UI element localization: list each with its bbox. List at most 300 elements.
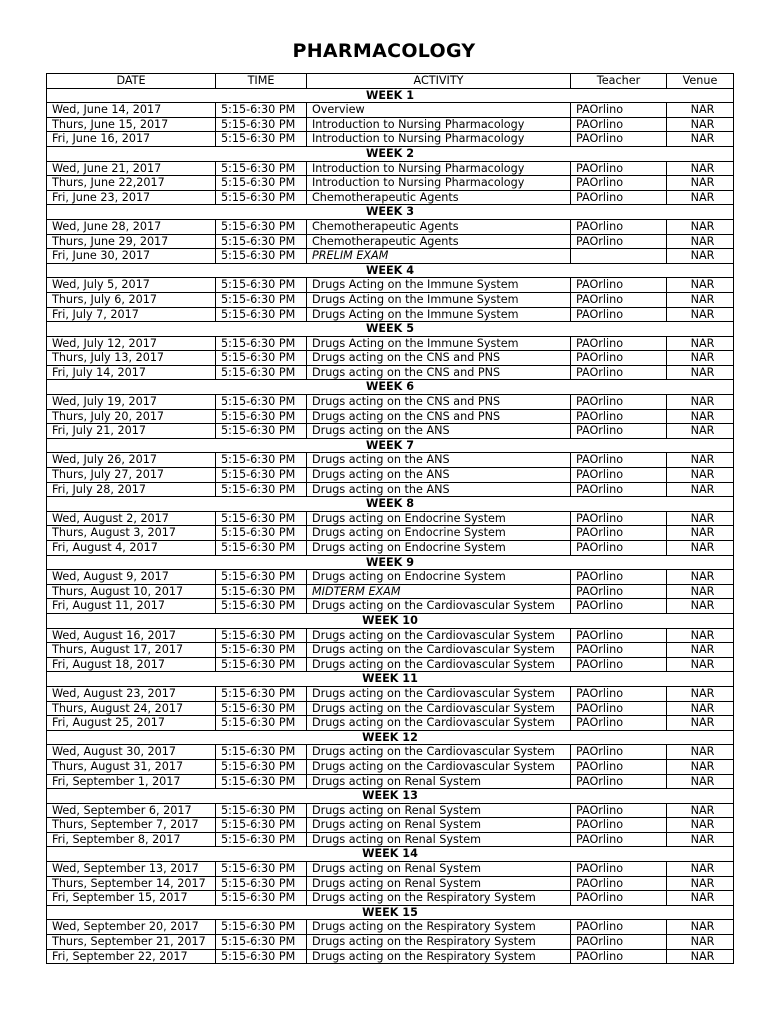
venue-cell: NAR (667, 759, 734, 774)
time-cell: 5:15-6:30 PM (216, 176, 307, 191)
table-row (47, 891, 734, 906)
activity-cell: Drugs acting on Endocrine System (307, 511, 571, 526)
table-row (47, 292, 734, 307)
date-cell: Fri, September 15, 2017 (47, 891, 216, 906)
activity-cell: Drugs acting on the Cardiovascular System (307, 628, 571, 643)
col-header-teacher: Teacher (571, 74, 667, 89)
table-row (47, 657, 734, 672)
date-cell: Wed, August 16, 2017 (47, 628, 216, 643)
venue-cell: NAR (667, 219, 734, 234)
table-row (47, 103, 734, 118)
week-header-row (47, 322, 734, 337)
col-header-venue: Venue (667, 74, 734, 89)
venue-cell: NAR (667, 745, 734, 760)
activity-cell: Drugs acting on Endocrine System (307, 541, 571, 556)
date-cell: Wed, August 23, 2017 (47, 686, 216, 701)
activity-cell: Drugs acting on Endocrine System (307, 570, 571, 585)
activity-cell: Drugs acting on Renal System (307, 876, 571, 891)
week-header-row (47, 88, 734, 103)
date-cell: Wed, June 28, 2017 (47, 219, 216, 234)
teacher-cell: PAOrlino (571, 745, 667, 760)
date-cell: Fri, August 4, 2017 (47, 541, 216, 556)
table-row (47, 628, 734, 643)
activity-cell: Drugs acting on the Cardiovascular System (307, 657, 571, 672)
venue-cell: NAR (667, 862, 734, 877)
time-cell: 5:15-6:30 PM (216, 599, 307, 614)
time-cell: 5:15-6:30 PM (216, 818, 307, 833)
teacher-cell: PAOrlino (571, 920, 667, 935)
week-header-row (47, 438, 734, 453)
date-cell: Wed, June 21, 2017 (47, 161, 216, 176)
teacher-cell: PAOrlino (571, 103, 667, 118)
table-row (47, 643, 734, 658)
venue-cell: NAR (667, 453, 734, 468)
date-cell: Thurs, August 3, 2017 (47, 526, 216, 541)
activity-cell: Drugs acting on the CNS and PNS (307, 409, 571, 424)
teacher-cell: PAOrlino (571, 190, 667, 205)
teacher-cell: PAOrlino (571, 132, 667, 147)
teacher-cell: PAOrlino (571, 862, 667, 877)
activity-cell: Drugs acting on the Respiratory System (307, 935, 571, 950)
date-cell: Wed, August 2, 2017 (47, 511, 216, 526)
week-label: WEEK 5 (47, 322, 734, 337)
time-cell: 5:15-6:30 PM (216, 876, 307, 891)
table-row (47, 278, 734, 293)
schedule-body (47, 88, 734, 964)
activity-cell: Drugs acting on the ANS (307, 453, 571, 468)
time-cell: 5:15-6:30 PM (216, 424, 307, 439)
activity-cell: MIDTERM EXAM (307, 584, 571, 599)
time-cell: 5:15-6:30 PM (216, 482, 307, 497)
week-label: WEEK 1 (47, 88, 734, 103)
venue-cell: NAR (667, 657, 734, 672)
date-cell: Wed, September 20, 2017 (47, 920, 216, 935)
table-row (47, 599, 734, 614)
date-cell: Thurs, September 7, 2017 (47, 818, 216, 833)
venue-cell: NAR (667, 876, 734, 891)
date-cell: Thurs, August 31, 2017 (47, 759, 216, 774)
date-cell: Fri, June 30, 2017 (47, 249, 216, 264)
venue-cell: NAR (667, 891, 734, 906)
time-cell: 5:15-6:30 PM (216, 920, 307, 935)
activity-cell: Drugs acting on the CNS and PNS (307, 395, 571, 410)
col-header-date: DATE (47, 74, 216, 89)
time-cell: 5:15-6:30 PM (216, 219, 307, 234)
time-cell: 5:15-6:30 PM (216, 526, 307, 541)
teacher-cell: PAOrlino (571, 584, 667, 599)
time-cell: 5:15-6:30 PM (216, 351, 307, 366)
venue-cell: NAR (667, 409, 734, 424)
time-cell: 5:15-6:30 PM (216, 541, 307, 556)
venue-cell: NAR (667, 511, 734, 526)
table-row (47, 424, 734, 439)
week-header-row (47, 497, 734, 512)
teacher-cell: PAOrlino (571, 292, 667, 307)
date-cell: Fri, July 14, 2017 (47, 365, 216, 380)
venue-cell: NAR (667, 132, 734, 147)
venue-cell: NAR (667, 701, 734, 716)
teacher-cell: PAOrlino (571, 409, 667, 424)
date-cell: Thurs, June 15, 2017 (47, 117, 216, 132)
teacher-cell: PAOrlino (571, 278, 667, 293)
activity-cell: Drugs acting on the Cardiovascular System (307, 716, 571, 731)
time-cell: 5:15-6:30 PM (216, 511, 307, 526)
table-row (47, 365, 734, 380)
table-row (47, 132, 734, 147)
week-label: WEEK 15 (47, 905, 734, 920)
date-cell: Thurs, July 20, 2017 (47, 409, 216, 424)
week-header-row (47, 730, 734, 745)
week-header-row (47, 789, 734, 804)
table-row (47, 468, 734, 483)
table-row (47, 482, 734, 497)
venue-cell: NAR (667, 570, 734, 585)
date-cell: Fri, August 18, 2017 (47, 657, 216, 672)
activity-cell: Drugs acting on the ANS (307, 482, 571, 497)
venue-cell: NAR (667, 351, 734, 366)
activity-cell: Drugs acting on the Respiratory System (307, 891, 571, 906)
time-cell: 5:15-6:30 PM (216, 117, 307, 132)
venue-cell: NAR (667, 643, 734, 658)
time-cell: 5:15-6:30 PM (216, 190, 307, 205)
time-cell: 5:15-6:30 PM (216, 643, 307, 658)
time-cell: 5:15-6:30 PM (216, 395, 307, 410)
table-row (47, 453, 734, 468)
activity-cell: Overview (307, 103, 571, 118)
activity-cell: Drugs Acting on the Immune System (307, 278, 571, 293)
activity-cell: Chemotherapeutic Agents (307, 234, 571, 249)
table-row (47, 935, 734, 950)
date-cell: Thurs, June 29, 2017 (47, 234, 216, 249)
teacher-cell: PAOrlino (571, 891, 667, 906)
time-cell: 5:15-6:30 PM (216, 336, 307, 351)
time-cell: 5:15-6:30 PM (216, 759, 307, 774)
table-header (47, 74, 734, 89)
teacher-cell: PAOrlino (571, 526, 667, 541)
teacher-cell: PAOrlino (571, 511, 667, 526)
date-cell: Fri, September 1, 2017 (47, 774, 216, 789)
time-cell: 5:15-6:30 PM (216, 774, 307, 789)
venue-cell: NAR (667, 716, 734, 731)
activity-cell: Drugs acting on the Cardiovascular System (307, 745, 571, 760)
teacher-cell: PAOrlino (571, 628, 667, 643)
table-row (47, 307, 734, 322)
time-cell: 5:15-6:30 PM (216, 584, 307, 599)
week-header-row (47, 205, 734, 220)
date-cell: Wed, August 30, 2017 (47, 745, 216, 760)
week-label: WEEK 11 (47, 672, 734, 687)
venue-cell: NAR (667, 949, 734, 964)
activity-cell: Drugs acting on the ANS (307, 468, 571, 483)
table-row (47, 862, 734, 877)
table-row (47, 920, 734, 935)
venue-cell: NAR (667, 628, 734, 643)
venue-cell: NAR (667, 161, 734, 176)
time-cell: 5:15-6:30 PM (216, 657, 307, 672)
teacher-cell: PAOrlino (571, 774, 667, 789)
time-cell: 5:15-6:30 PM (216, 701, 307, 716)
date-cell: Fri, August 11, 2017 (47, 599, 216, 614)
activity-cell: PRELIM EXAM (307, 249, 571, 264)
teacher-cell: PAOrlino (571, 307, 667, 322)
activity-cell: Drugs acting on the Cardiovascular System (307, 759, 571, 774)
venue-cell: NAR (667, 803, 734, 818)
venue-cell: NAR (667, 292, 734, 307)
teacher-cell: PAOrlino (571, 117, 667, 132)
venue-cell: NAR (667, 190, 734, 205)
table-row (47, 686, 734, 701)
teacher-cell: PAOrlino (571, 365, 667, 380)
week-label: WEEK 14 (47, 847, 734, 862)
time-cell: 5:15-6:30 PM (216, 132, 307, 147)
teacher-cell: PAOrlino (571, 424, 667, 439)
time-cell: 5:15-6:30 PM (216, 307, 307, 322)
venue-cell: NAR (667, 599, 734, 614)
activity-cell: Drugs acting on the Respiratory System (307, 949, 571, 964)
activity-cell: Drugs Acting on the Immune System (307, 292, 571, 307)
week-header-row (47, 672, 734, 687)
venue-cell: NAR (667, 424, 734, 439)
week-header-row (47, 847, 734, 862)
activity-cell: Drugs acting on the Respiratory System (307, 920, 571, 935)
table-row (47, 701, 734, 716)
time-cell: 5:15-6:30 PM (216, 365, 307, 380)
table-row (47, 511, 734, 526)
date-cell: Fri, June 16, 2017 (47, 132, 216, 147)
teacher-cell: PAOrlino (571, 686, 667, 701)
table-row (47, 716, 734, 731)
teacher-cell: PAOrlino (571, 468, 667, 483)
venue-cell: NAR (667, 278, 734, 293)
date-cell: Thurs, August 17, 2017 (47, 643, 216, 658)
week-header-row (47, 263, 734, 278)
teacher-cell: PAOrlino (571, 935, 667, 950)
date-cell: Fri, September 8, 2017 (47, 832, 216, 847)
week-header-row (47, 380, 734, 395)
date-cell: Thurs, July 6, 2017 (47, 292, 216, 307)
week-header-row (47, 613, 734, 628)
teacher-cell: PAOrlino (571, 759, 667, 774)
table-row (47, 584, 734, 599)
week-label: WEEK 12 (47, 730, 734, 745)
date-cell: Wed, September 13, 2017 (47, 862, 216, 877)
schedule-table (46, 73, 734, 964)
teacher-cell: PAOrlino (571, 570, 667, 585)
teacher-cell: PAOrlino (571, 949, 667, 964)
teacher-cell: PAOrlino (571, 876, 667, 891)
date-cell: Fri, September 22, 2017 (47, 949, 216, 964)
table-row (47, 161, 734, 176)
date-cell: Wed, July 5, 2017 (47, 278, 216, 293)
col-header-activity: ACTIVITY (307, 74, 571, 89)
venue-cell: NAR (667, 774, 734, 789)
time-cell: 5:15-6:30 PM (216, 716, 307, 731)
teacher-cell (571, 249, 667, 264)
venue-cell: NAR (667, 584, 734, 599)
activity-cell: Chemotherapeutic Agents (307, 190, 571, 205)
venue-cell: NAR (667, 935, 734, 950)
venue-cell: NAR (667, 920, 734, 935)
week-label: WEEK 9 (47, 555, 734, 570)
table-row (47, 351, 734, 366)
activity-cell: Drugs acting on the CNS and PNS (307, 351, 571, 366)
activity-cell: Drugs acting on the Cardiovascular System (307, 686, 571, 701)
date-cell: Fri, August 25, 2017 (47, 716, 216, 731)
table-row (47, 249, 734, 264)
teacher-cell: PAOrlino (571, 701, 667, 716)
teacher-cell: PAOrlino (571, 176, 667, 191)
teacher-cell: PAOrlino (571, 395, 667, 410)
date-cell: Thurs, September 14, 2017 (47, 876, 216, 891)
venue-cell: NAR (667, 234, 734, 249)
date-cell: Wed, September 6, 2017 (47, 803, 216, 818)
table-row (47, 759, 734, 774)
teacher-cell: PAOrlino (571, 161, 667, 176)
date-cell: Fri, July 7, 2017 (47, 307, 216, 322)
week-header-row (47, 555, 734, 570)
activity-cell: Drugs acting on Renal System (307, 818, 571, 833)
week-label: WEEK 13 (47, 789, 734, 804)
venue-cell: NAR (667, 336, 734, 351)
header-row (47, 74, 734, 89)
table-row (47, 190, 734, 205)
week-label: WEEK 10 (47, 613, 734, 628)
time-cell: 5:15-6:30 PM (216, 949, 307, 964)
week-label: WEEK 2 (47, 146, 734, 161)
date-cell: Thurs, July 27, 2017 (47, 468, 216, 483)
time-cell: 5:15-6:30 PM (216, 628, 307, 643)
venue-cell: NAR (667, 818, 734, 833)
date-cell: Thurs, July 13, 2017 (47, 351, 216, 366)
teacher-cell: PAOrlino (571, 643, 667, 658)
week-header-row (47, 146, 734, 161)
activity-cell: Drugs acting on Endocrine System (307, 526, 571, 541)
table-row (47, 832, 734, 847)
table-row (47, 745, 734, 760)
teacher-cell: PAOrlino (571, 599, 667, 614)
week-label: WEEK 4 (47, 263, 734, 278)
page-title: PHARMACOLOGY (292, 40, 476, 62)
activity-cell: Chemotherapeutic Agents (307, 219, 571, 234)
venue-cell: NAR (667, 468, 734, 483)
activity-cell: Drugs acting on the CNS and PNS (307, 365, 571, 380)
venue-cell: NAR (667, 249, 734, 264)
teacher-cell: PAOrlino (571, 351, 667, 366)
week-label: WEEK 7 (47, 438, 734, 453)
time-cell: 5:15-6:30 PM (216, 409, 307, 424)
venue-cell: NAR (667, 526, 734, 541)
week-label: WEEK 3 (47, 205, 734, 220)
venue-cell: NAR (667, 482, 734, 497)
table-row (47, 570, 734, 585)
teacher-cell: PAOrlino (571, 336, 667, 351)
teacher-cell: PAOrlino (571, 803, 667, 818)
teacher-cell: PAOrlino (571, 818, 667, 833)
time-cell: 5:15-6:30 PM (216, 292, 307, 307)
time-cell: 5:15-6:30 PM (216, 103, 307, 118)
date-cell: Wed, July 26, 2017 (47, 453, 216, 468)
activity-cell: Introduction to Nursing Pharmacology (307, 117, 571, 132)
week-label: WEEK 8 (47, 497, 734, 512)
table-row (47, 526, 734, 541)
activity-cell: Introduction to Nursing Pharmacology (307, 132, 571, 147)
activity-cell: Introduction to Nursing Pharmacology (307, 161, 571, 176)
teacher-cell: PAOrlino (571, 716, 667, 731)
date-cell: Thurs, August 10, 2017 (47, 584, 216, 599)
table-row (47, 774, 734, 789)
week-header-row (47, 905, 734, 920)
table-row (47, 818, 734, 833)
activity-cell: Drugs acting on Renal System (307, 803, 571, 818)
activity-cell: Introduction to Nursing Pharmacology (307, 176, 571, 191)
activity-cell: Drugs Acting on the Immune System (307, 336, 571, 351)
time-cell: 5:15-6:30 PM (216, 161, 307, 176)
table-row (47, 541, 734, 556)
time-cell: 5:15-6:30 PM (216, 832, 307, 847)
teacher-cell: PAOrlino (571, 219, 667, 234)
table-row (47, 395, 734, 410)
date-cell: Wed, June 14, 2017 (47, 103, 216, 118)
activity-cell: Drugs acting on the Cardiovascular System (307, 701, 571, 716)
table-row (47, 176, 734, 191)
table-row (47, 803, 734, 818)
date-cell: Thurs, September 21, 2017 (47, 935, 216, 950)
venue-cell: NAR (667, 541, 734, 556)
col-header-time: TIME (216, 74, 307, 89)
teacher-cell: PAOrlino (571, 541, 667, 556)
table-row (47, 876, 734, 891)
table-row (47, 219, 734, 234)
time-cell: 5:15-6:30 PM (216, 453, 307, 468)
teacher-cell: PAOrlino (571, 234, 667, 249)
week-label: WEEK 6 (47, 380, 734, 395)
venue-cell: NAR (667, 176, 734, 191)
venue-cell: NAR (667, 832, 734, 847)
table-row (47, 117, 734, 132)
venue-cell: NAR (667, 686, 734, 701)
table-row (47, 336, 734, 351)
time-cell: 5:15-6:30 PM (216, 935, 307, 950)
time-cell: 5:15-6:30 PM (216, 862, 307, 877)
activity-cell: Drugs acting on the Cardiovascular System (307, 599, 571, 614)
time-cell: 5:15-6:30 PM (216, 686, 307, 701)
time-cell: 5:15-6:30 PM (216, 745, 307, 760)
teacher-cell: PAOrlino (571, 453, 667, 468)
activity-cell: Drugs acting on Renal System (307, 862, 571, 877)
teacher-cell: PAOrlino (571, 832, 667, 847)
teacher-cell: PAOrlino (571, 657, 667, 672)
time-cell: 5:15-6:30 PM (216, 803, 307, 818)
table-row (47, 234, 734, 249)
date-cell: Wed, August 9, 2017 (47, 570, 216, 585)
date-cell: Fri, June 23, 2017 (47, 190, 216, 205)
activity-cell: Drugs Acting on the Immune System (307, 307, 571, 322)
date-cell: Wed, July 12, 2017 (47, 336, 216, 351)
date-cell: Fri, July 28, 2017 (47, 482, 216, 497)
date-cell: Thurs, June 22,2017 (47, 176, 216, 191)
venue-cell: NAR (667, 117, 734, 132)
date-cell: Fri, July 21, 2017 (47, 424, 216, 439)
time-cell: 5:15-6:30 PM (216, 468, 307, 483)
activity-cell: Drugs acting on Renal System (307, 832, 571, 847)
date-cell: Wed, July 19, 2017 (47, 395, 216, 410)
time-cell: 5:15-6:30 PM (216, 891, 307, 906)
time-cell: 5:15-6:30 PM (216, 249, 307, 264)
table-row (47, 409, 734, 424)
date-cell: Thurs, August 24, 2017 (47, 701, 216, 716)
venue-cell: NAR (667, 307, 734, 322)
teacher-cell: PAOrlino (571, 482, 667, 497)
